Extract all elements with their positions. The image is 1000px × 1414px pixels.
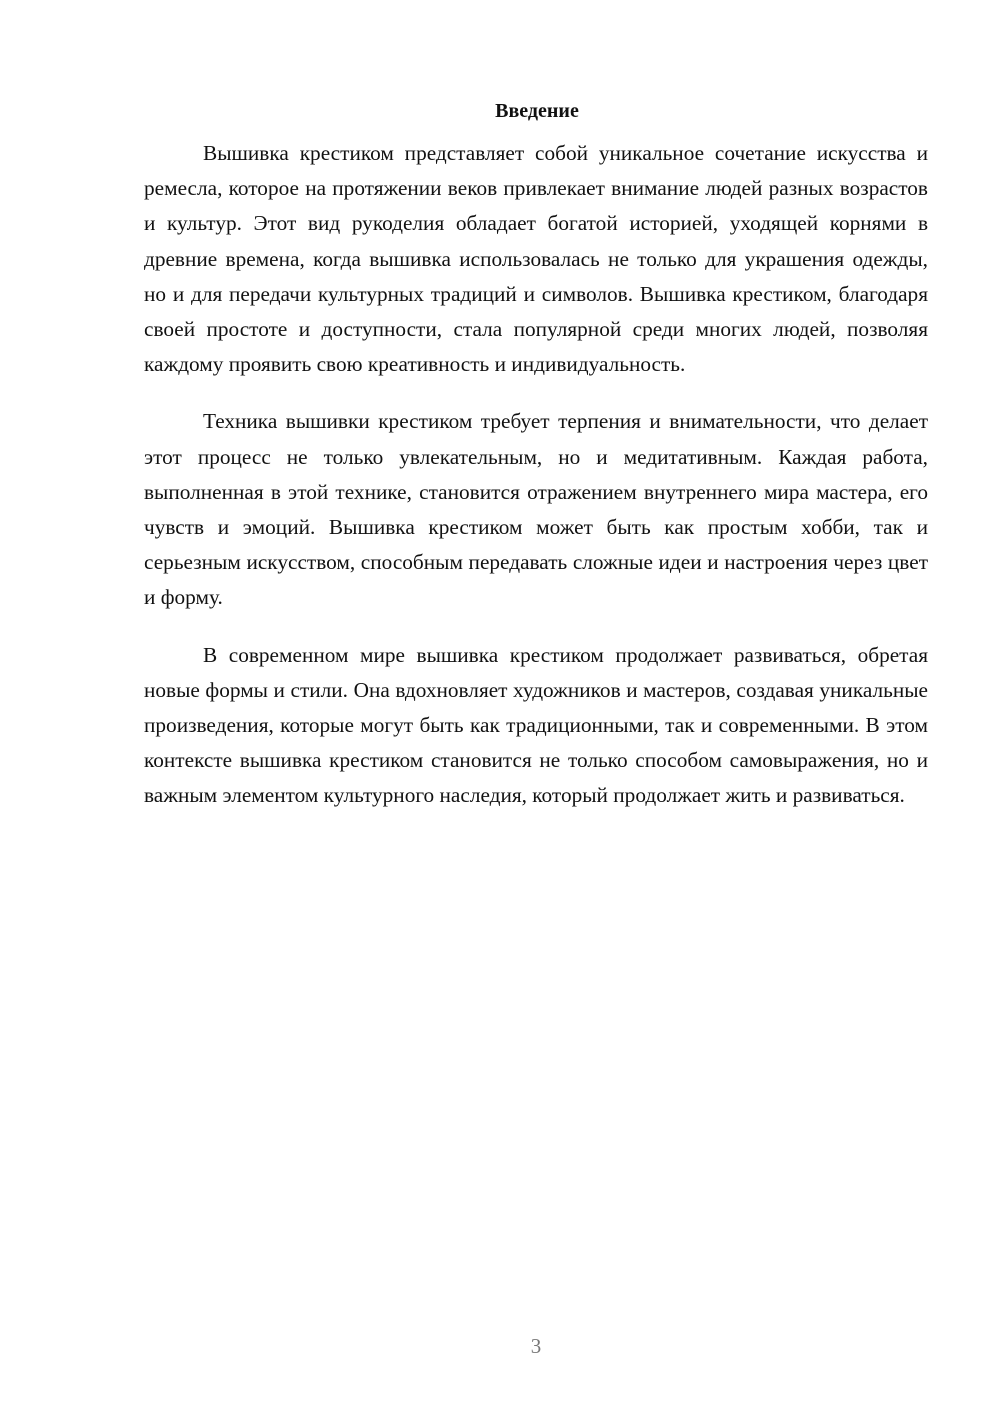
section-title: Введение (495, 100, 579, 122)
paragraph-technique: Техника вышивки крестиком требует терпения и внимательности, что делает этот процесс не только увлекательным, но и медитативным. Каждая работа, выполненная в этой технике, становится отражением внутреннего мира мастера, его чувств и эмоций. Вышивка крестиком может быть как простым хобби, так и серьезным искусством, способным передавать сложные идеи и настроения через цвет и форму. (144, 409, 928, 610)
page-number: 3 (530, 1334, 542, 1358)
paragraph-intro: Вышивка крестиком представляет собой уникальное сочетание искусства и ремесла, которое на протяжении веков привлекает внимание людей разных возрастов и культур. Этот вид рукоделия обладает богатой историей, уходящей корнями в древние времена, когда вышивка использовалась не только для украшения одежды, но и для передачи культурных традиций и символов. Вышивка крестиком, благодаря своей простоте и доступности, стала популярной среди многих людей, позволяя каждому проявить свою креативность и индивидуальность. (144, 141, 928, 377)
paragraph-modern: В современном мире вышивка крестиком продолжает развиваться, обретая новые формы и стили. Она вдохновляет художников и мастеров, создавая уникальные произведения, которые могут быть как традиционными, так и современными. В этом контексте вышивка крестиком становится не только способом самовыражения, но и важным элементом культурного наследия, который продолжает жить и развиваться. (144, 642, 928, 808)
page-content (144, 96, 928, 814)
